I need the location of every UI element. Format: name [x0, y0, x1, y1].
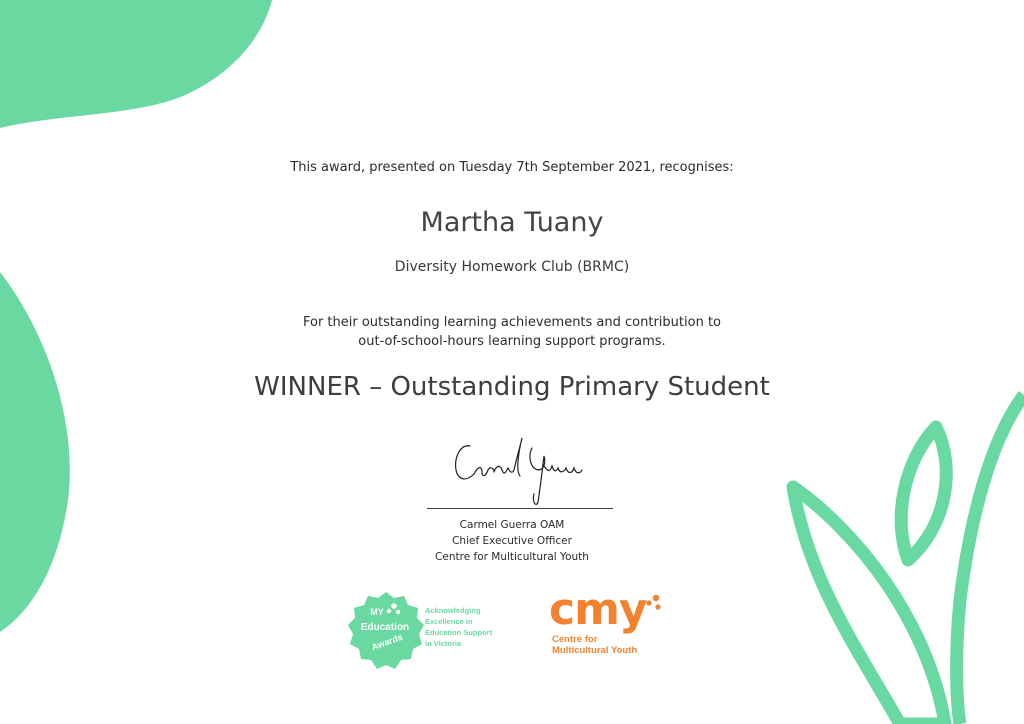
cmy-tagline-line-1: Centre for: [552, 634, 598, 645]
award-reason-line-1: For their outstanding learning achievements and contribution to: [302, 315, 721, 330]
cmy-logo-wordmark: cmy: [549, 584, 647, 635]
badge-line-2: Education: [360, 622, 410, 633]
cmy-dots-icon: [643, 594, 663, 612]
award-reason-line-2: out-of-school-hours learning support programs.: [358, 334, 666, 349]
tagline-line-3: Education Support: [425, 628, 493, 637]
tagline-line-2: Excellence in: [425, 617, 473, 626]
signatory-name: Carmel Guerra OAM: [459, 519, 565, 531]
tagline-line-1: Acknowledging: [425, 606, 481, 615]
signature-line: [427, 508, 613, 509]
badge-line-3: Awards: [370, 631, 404, 653]
award-intro-text: This award, presented on Tuesday 7th September 2021, recognises:: [290, 160, 734, 175]
signatory-organisation: Centre for Multicultural Youth: [435, 551, 589, 563]
tagline-line-4: in Victoria: [425, 639, 462, 648]
signatory-role: Chief Executive Officer: [452, 535, 572, 547]
my-education-awards-tagline: [425, 605, 525, 649]
award-reason: [0, 313, 1024, 351]
award-title: WINNER – Outstanding Primary Student: [254, 372, 770, 402]
my-education-awards-logo: [347, 590, 425, 672]
recipient-organisation: Diversity Homework Club (BRMC): [394, 259, 630, 275]
signature-image: [448, 432, 588, 512]
cmy-tagline-line-2: Multicultural Youth: [552, 645, 638, 656]
badge-line-1: MY: [370, 607, 384, 617]
recipient-name: Martha Tuany: [420, 207, 604, 238]
cmy-logo-tagline: [552, 634, 637, 656]
signatory-block: [0, 517, 1024, 565]
